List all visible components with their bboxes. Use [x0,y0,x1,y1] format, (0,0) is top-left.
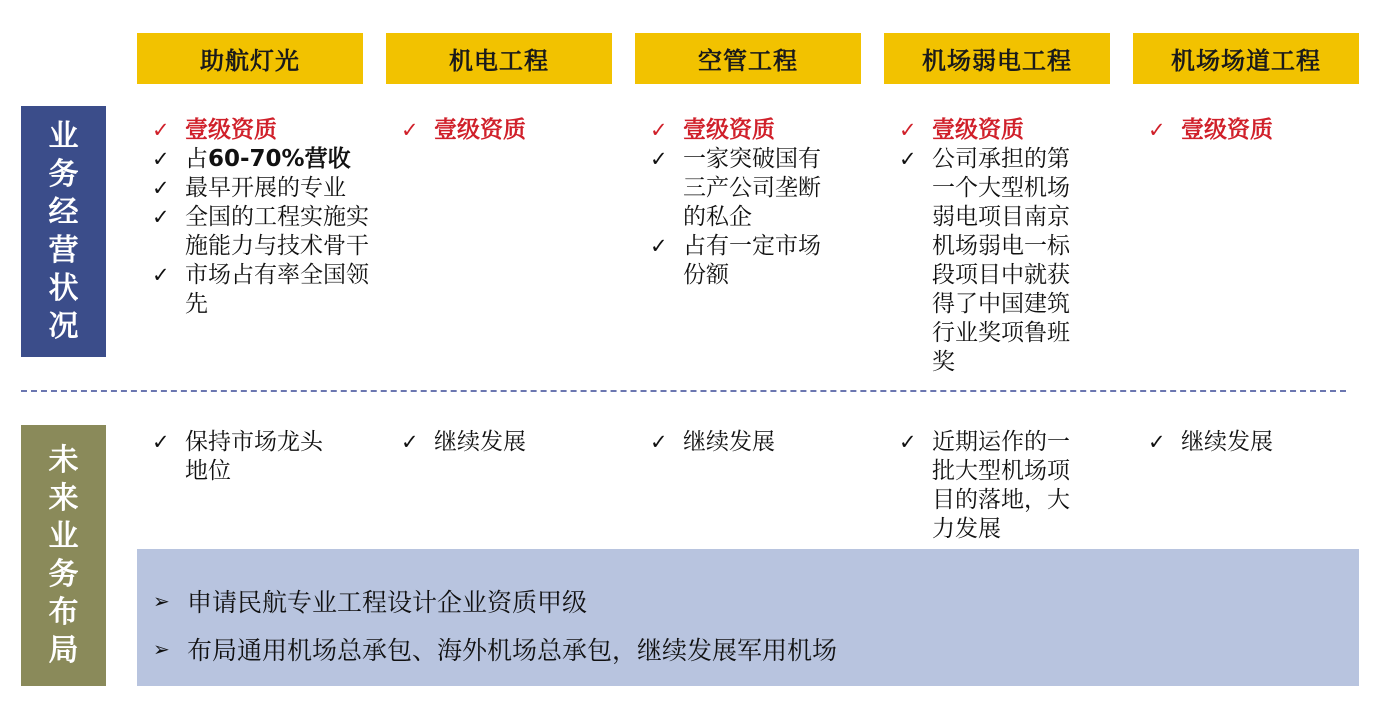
revenue-share-prefix: 占 [185,146,208,172]
check-icon: ✓ [401,118,419,142]
item-text: 占有一定市场份额 [683,233,821,288]
list-item [899,145,1089,377]
business-status-label [21,106,106,357]
item-text: 保持市场龙头地位 [185,429,323,484]
item-text: 继续发展 [683,429,775,455]
list-item [650,145,840,232]
item-text: 一家突破国有三产公司垄断的私企 [683,146,821,230]
header-weak-current: 机场弱电工程 [884,33,1110,84]
check-icon: ✓ [152,118,170,142]
future-plan-box [137,549,1359,686]
future-layout-text: 未来业务布局 [48,442,79,668]
list-item [152,428,372,486]
revenue-share-value: 60-70%营收 [208,146,351,172]
list-item [899,116,1089,145]
check-icon: ✓ [401,430,419,454]
item-text: 全国的工程实施实施能力与技术骨干 [185,204,369,259]
qualification-text: 壹级资质 [683,117,775,143]
arrow-icon: ➢ [153,589,170,613]
check-icon: ✓ [650,234,668,258]
list-item [152,261,372,319]
list-item [650,428,870,457]
revenue-share-text [185,145,372,174]
check-icon: ✓ [152,205,170,229]
check-icon: ✓ [899,118,917,142]
item-text: 继续发展 [434,429,526,455]
list-item [1148,116,1368,145]
check-icon: ✓ [899,147,917,171]
list-item [899,428,1089,544]
check-icon: ✓ [899,430,917,454]
header-electromechanical: 机电工程 [386,33,612,84]
plan-item [153,583,587,619]
check-icon: ✓ [650,118,668,142]
list-item [401,428,621,457]
check-icon: ✓ [152,430,170,454]
check-icon: ✓ [152,263,170,287]
future-layout-label [21,425,106,686]
list-item [152,145,372,174]
header-atc: 空管工程 [635,33,861,84]
check-icon: ✓ [650,147,668,171]
header-pavement: 机场场道工程 [1133,33,1359,84]
section-divider [21,390,1346,392]
item-text: 最早开展的专业 [185,175,346,201]
future-col-lighting [152,428,372,486]
business-col-pavement [1148,116,1368,145]
item-text: 近期运作的一批大型机场项目的落地，大力发展 [932,429,1070,542]
future-col-pavement [1148,428,1368,457]
list-item [650,116,840,145]
business-status-text: 业务经营状况 [48,118,79,344]
list-item [152,174,372,203]
business-col-weak-current [899,116,1089,377]
check-icon: ✓ [1148,430,1166,454]
qualification-text: 壹级资质 [185,117,277,143]
business-col-electromechanical [401,116,621,145]
plan-text: 申请民航专业工程设计企业资质甲级 [187,588,588,617]
business-col-atc [650,116,840,290]
header-lighting: 助航灯光 [137,33,363,84]
check-icon: ✓ [152,176,170,200]
plan-text: 布局通用机场总承包、海外机场总承包，继续发展军用机场 [187,636,838,665]
plan-item [153,631,837,667]
check-icon: ✓ [650,430,668,454]
qualification-text: 壹级资质 [434,117,526,143]
qualification-text: 壹级资质 [932,117,1024,143]
check-icon: ✓ [1148,118,1166,142]
item-text: 继续发展 [1181,429,1273,455]
list-item [152,203,372,261]
future-col-weak-current [899,428,1089,544]
future-col-atc [650,428,870,457]
arrow-icon: ➢ [153,637,170,661]
future-col-electromechanical [401,428,621,457]
item-text: 公司承担的第一个大型机场弱电项目南京机场弱电一标段项目中就获得了中国建筑行业奖项鲁班奖 [932,146,1070,375]
check-icon: ✓ [152,147,170,171]
list-item [401,116,621,145]
business-col-lighting [152,116,372,319]
list-item [1148,428,1368,457]
qualification-text: 壹级资质 [1181,117,1273,143]
list-item [650,232,840,290]
item-text: 市场占有率全国领先 [185,262,369,317]
list-item [152,116,372,145]
